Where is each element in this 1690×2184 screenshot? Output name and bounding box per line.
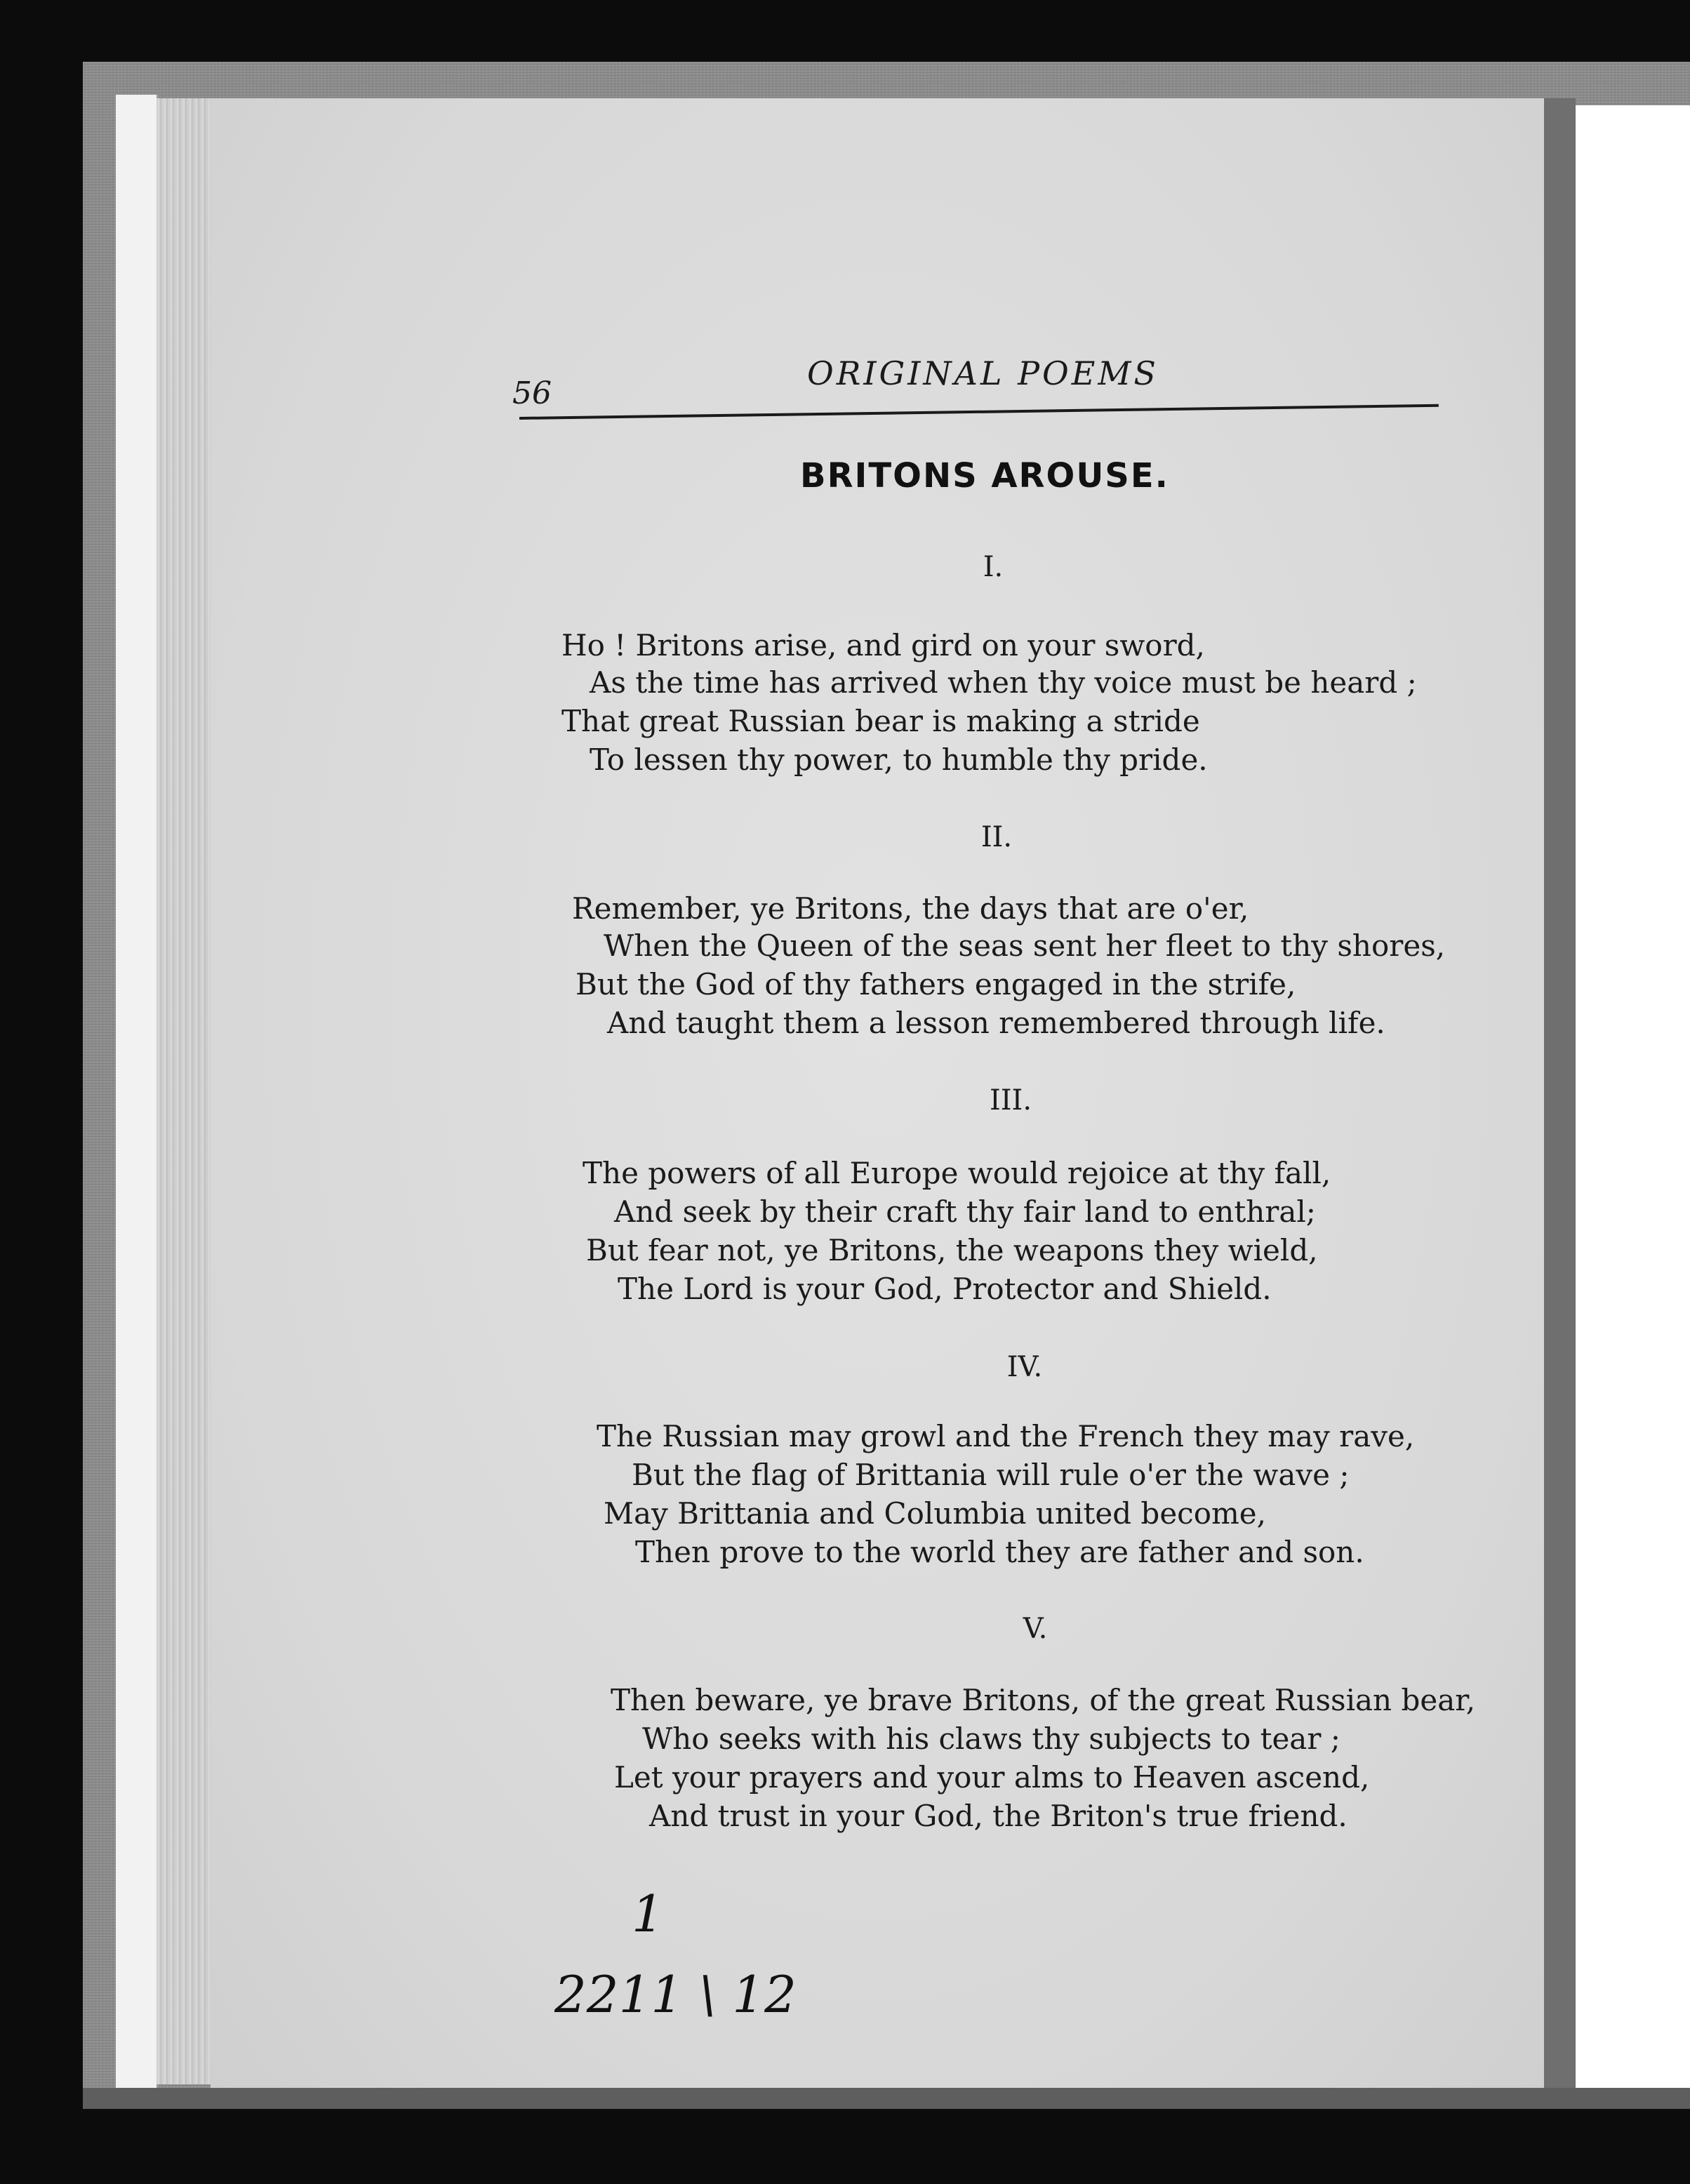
poem-line: To lessen thy power, to humble thy pride.	[590, 743, 1208, 777]
poem-line: The Russian may growl and the French they may rave,	[597, 1419, 1415, 1453]
cover-bottom-edge	[83, 2088, 1690, 2109]
stanza-number: IV.	[1006, 1351, 1043, 1383]
poem-line: The powers of all Europe would rejoice at thy fall,	[583, 1156, 1331, 1190]
poem-line: Who seeks with his claws thy subjects to tear ;	[642, 1722, 1340, 1756]
poem-line: Then prove to the world they are father and son.	[635, 1535, 1364, 1569]
page-edge	[116, 95, 159, 2091]
stanza-number: I.	[983, 551, 1004, 583]
stanza-number: III.	[989, 1084, 1032, 1117]
poem-line: But fear not, ye Britons, the weapons they wield,	[586, 1233, 1318, 1267]
poem-line: But the God of thy fathers engaged in the strife,	[575, 967, 1296, 1001]
poem-line: Then beware, ye brave Britons, of the great Russian bear,	[611, 1683, 1476, 1717]
poem-line: And taught them a lesson remembered through life.	[607, 1006, 1385, 1040]
poem-line: The Lord is your God, Protector and Shield.	[618, 1272, 1272, 1306]
poem-line: When the Queen of the seas sent her fleet to thy shores,	[604, 928, 1446, 963]
handwritten-mark-bottom: 2211 \ 12	[554, 1965, 797, 2024]
poem-line: As the time has arrived when thy voice must be heard ;	[590, 665, 1417, 700]
handwritten-mark-top: 1	[632, 1884, 664, 1943]
poem-line: And trust in your God, the Briton's true friend.	[649, 1799, 1348, 1833]
poem-line: And seek by their craft thy fair land to enthral;	[614, 1194, 1316, 1229]
page-number: 56	[512, 375, 552, 411]
poem-line: Remember, ye Britons, the days that are o'er,	[572, 891, 1249, 926]
poem-line: May Brittania and Columbia united become,	[604, 1496, 1267, 1531]
poem-title: BRITONS AROUSE.	[800, 456, 1169, 495]
poem-line: Ho ! Britons arise, and gird on your sword,	[561, 628, 1205, 662]
stanza-number: V.	[1023, 1613, 1048, 1645]
poem-line: But the flag of Brittania will rule o'er the wave ;	[632, 1458, 1350, 1492]
facing-page-margin	[1576, 105, 1690, 2095]
poem-line: That great Russian bear is making a stride	[561, 704, 1200, 738]
running-head: ORIGINAL POEMS	[807, 354, 1159, 392]
stanza-number: II.	[980, 821, 1013, 853]
poem-line: Let your prayers and your alms to Heaven ascend,	[614, 1760, 1370, 1795]
gutter-shadow	[1544, 98, 1576, 2098]
